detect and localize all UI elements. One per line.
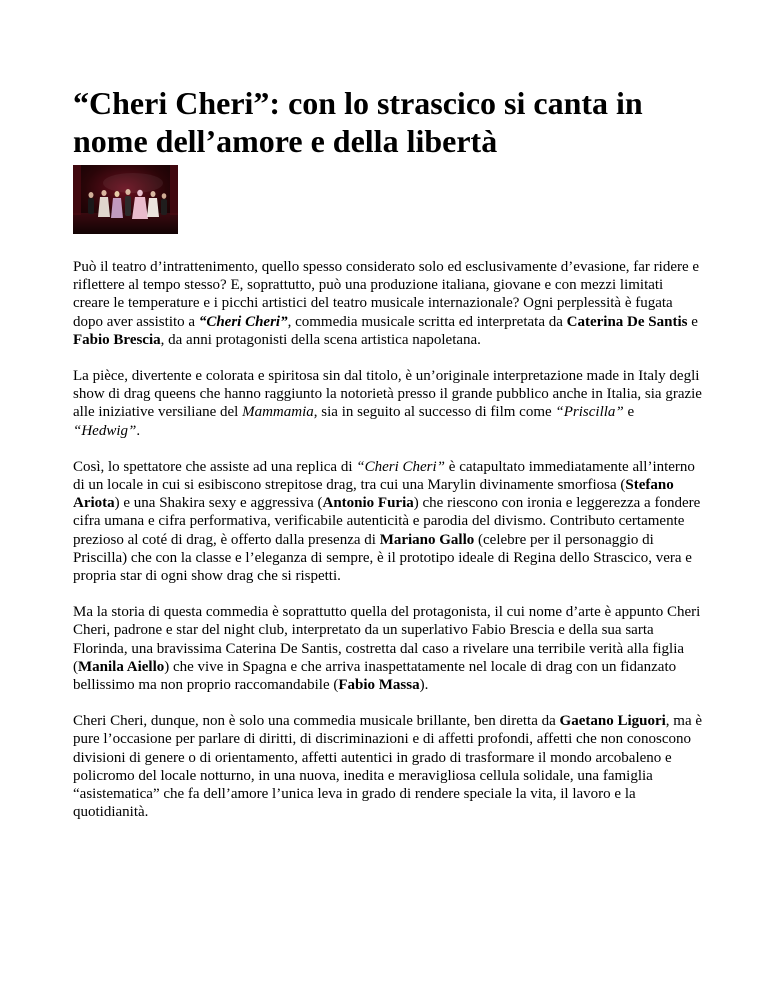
bold-text: Caterina De Santis (566, 313, 688, 330)
paragraph-text: , ma è pure l’occasione per parlare di diritti, di discriminazioni e di affetti profondi, affetti che non conoscono divisioni di genere o di orientamento, affetti autentici in grado di trasformare il mondo arcobaleno e policromo del locale notturno, in una nuova, inedita e meravigliosa cellula solidale, una famiglia “asistematica” che fa dell’amore l’unica leva in grado di rendere speciale la vita, il lavoro e la quotidianità. (73, 713, 703, 821)
paragraph-text: ). (419, 677, 429, 694)
paragraph-text: è catapultato immediatamente all’interno di un locale in cui si esibiscono strepitose drag, tra cui una Marylin divinamente smorfiosa ( (73, 458, 695, 494)
paragraph-text: Così, lo spettatore che assiste ad una replica di (73, 458, 357, 475)
bold-text: Fabio Brescia (73, 331, 161, 348)
paragraph-text: , da anni protagonisti della scena artistica napoletana. (160, 331, 481, 348)
paragraph-text: Può il teatro d’intrattenimento, quello spesso considerato solo ed esclusivamente d’evasione, far ridere e riflettere al tempo stesso? E, soprattutto, può una produzione italiana, giovane e con mezzi limitati creare le temperature e i picchi artistici del teatro musicale internazionale? Ogni perplessità è fugata dopo aver assistito a (73, 259, 700, 330)
paragraph-text: . (136, 422, 141, 439)
italic-text: “Priscilla” (555, 404, 624, 421)
paragraph-text: (celebre per il personaggio di Priscilla) che con la classe e l’eleganza di sempre, è il prototipo ideale di Regina dello Strascico, vera e propria star di ogni show drag che si rispetti. (73, 531, 692, 585)
bold-text: Gaetano Liguori (559, 713, 666, 730)
bold-text: Manila Aiello (78, 658, 165, 675)
italic-text: “Cheri Cheri” (356, 458, 446, 475)
paragraph-text: , sia in seguito al successo di film come (313, 404, 556, 421)
bold-text: Fabio Massa (338, 677, 420, 694)
paragraph-text: , commedia musicale scritta ed interpretata da (287, 313, 567, 330)
bold-text: Stefano Ariota (73, 477, 674, 512)
article-paragraph (73, 367, 703, 440)
paragraph-text: Ma la storia di questa commedia è soprattutto quella del protagonista, il cui nome d’arte è appunto Cheri Cheri, padrone e star del night club, interpretato da un superlativo Fabio Brescia e della sua sarta Florinda, una bravissima Caterina De Santis, costretta dal caso a rivelare una terribile verità alla figlia ( (73, 604, 701, 675)
article-body (73, 258, 703, 839)
article-paragraph (73, 712, 703, 821)
paragraph-text: La pièce, divertente e colorata e spiritosa sin dal titolo, è un’originale interpretazione made in Italy degli show di drag queens che hanno raggiunto la notorietà presso il grande pubblico anche in Italia, sia grazie alle iniziative versiliane del (73, 368, 702, 421)
paragraph-text: ) e una Shakira sexy e aggressiva ( (114, 495, 323, 512)
article-title: “Cheri Cheri”: con lo strascico si canta in nome dell’amore e della libertà (73, 85, 643, 159)
stage-photo (73, 165, 178, 234)
bold-text: Antonio Furia (322, 495, 414, 512)
paragraph-text: ) che riescono con ironia e leggerezza a fondere cifra umana e cifra performativa, verificabile autenticità e parodia del divismo. Contributo certamente prezioso al coté di drag, è offerto dalla presenza di (73, 495, 701, 548)
bold-text: “Cheri Cheri” (198, 313, 288, 330)
paragraph-text: ) che vive in Spagna e che arriva inaspettatamente nel locale di drag con un fidanzato bellissimo ma non proprio raccomandabile ( (73, 658, 677, 694)
article-paragraph (73, 258, 703, 349)
italic-text: Mammamia (242, 404, 314, 421)
article-paragraph (73, 458, 703, 585)
article-paragraph (73, 603, 703, 694)
italic-text: “Hedwig” (73, 422, 137, 439)
paragraph-text: Cheri Cheri, dunque, non è solo una commedia musicale brillante, ben diretta da (73, 713, 560, 730)
paragraph-text: e (687, 313, 698, 330)
bold-text: Mariano Gallo (379, 531, 475, 548)
paragraph-text: e (623, 404, 635, 421)
